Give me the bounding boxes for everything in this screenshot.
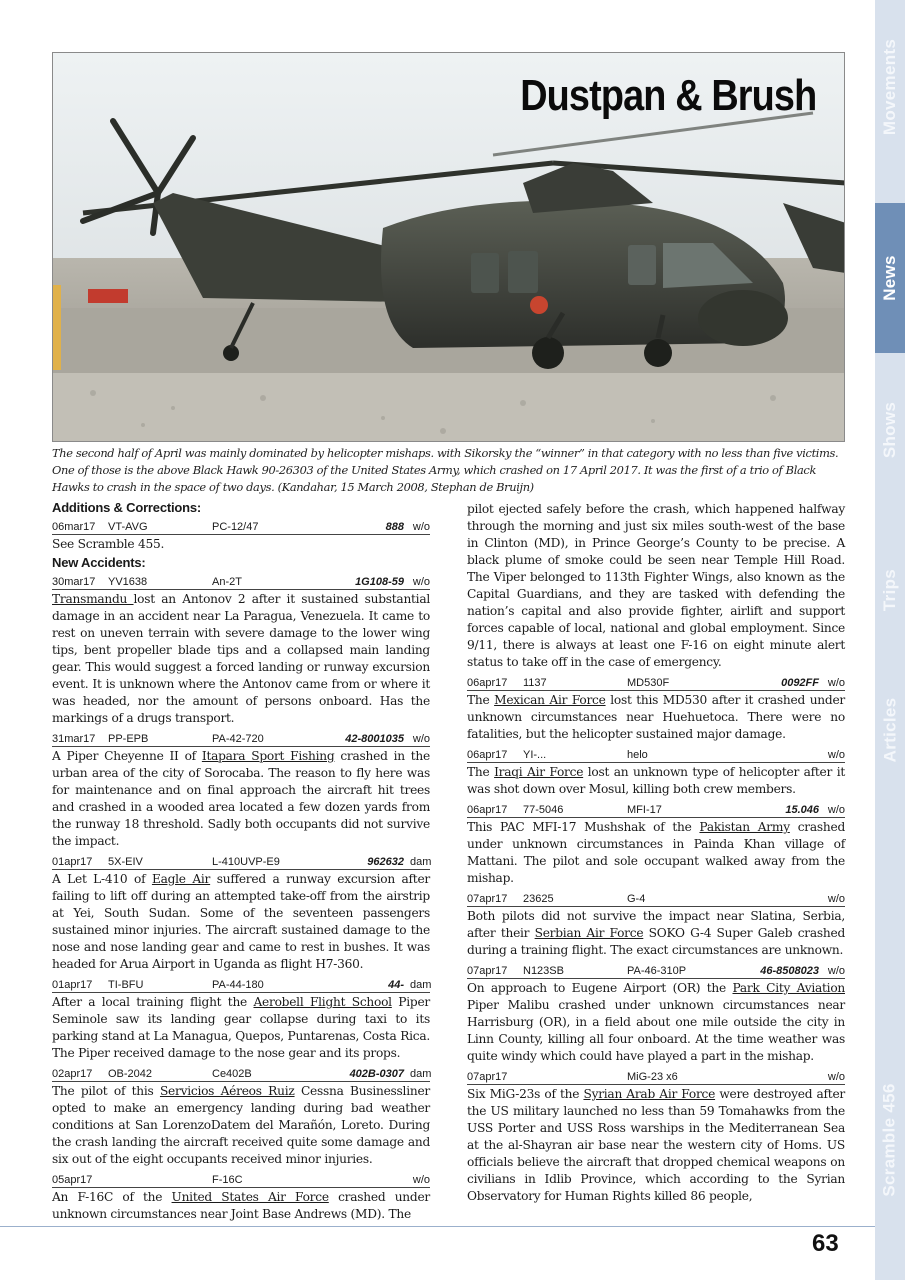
entry-header [467, 962, 845, 979]
entry-aircraft-type: PA-42-720 [212, 733, 264, 745]
entry-header [52, 853, 430, 870]
accident-entry [467, 674, 845, 743]
tab-label: Trips [880, 568, 899, 612]
entry-fate: w/o [412, 521, 430, 533]
entry-aircraft-type: G-4 [627, 893, 646, 905]
entry-text [467, 908, 845, 959]
text-run: suffered a runway excursion after failing to lift off during an attempted take-off from the airstrip at Yei, South Sudan. Some of the seventeen passengers sustained minor injuries. The aircraft sustained damage to the nose and nose landing gear and came to rest in bushes. It was headed for Arua Airport in Uganda as flight H7-360. [52, 872, 430, 971]
text-run: On approach to Eugene Airport (OR) the [467, 981, 733, 995]
operator-name: Eagle Air [151, 872, 211, 886]
entry-header [52, 518, 430, 535]
text-run: were destroyed after the US military launched no less than 59 Tomahawks from the USS Porter and USS Ross warships in the Mediterranean Sea at the al-Shayran air base near the western city of Homs. US officials believe the aircraft that dropped chemical weapons on civilians in Idlib Province, which according to the Syrian Observatory for Human Rights killed 86 people, [467, 1087, 845, 1203]
entry-aircraft-type: Ce402B [212, 1068, 252, 1080]
entry-aircraft-type: MD530F [627, 677, 670, 689]
entry-date: 07apr17 [467, 893, 508, 905]
entry-date: 30mar17 [52, 576, 96, 588]
entry-fate: w/o [827, 804, 845, 816]
entry-construction-number: 888 [385, 521, 404, 533]
entry-construction-number: 42-8001035 [345, 733, 404, 745]
tab-trips[interactable] [875, 515, 905, 665]
operator-name: Syrian Arab Air Force [583, 1087, 716, 1101]
entry-text [52, 871, 430, 973]
entry-registration: 77-5046 [523, 804, 564, 816]
operator-name: Iraqi Air Force [494, 765, 584, 779]
footer-rule [0, 1226, 875, 1227]
entry-date: 01apr17 [52, 856, 93, 868]
text-run: Six MiG-23s of the [467, 1087, 584, 1101]
entry-fate: w/o [412, 733, 430, 745]
section-heading-corrections: Additions & Corrections: [52, 500, 202, 515]
tab-movements[interactable] [875, 12, 905, 162]
entry-aircraft-type: MFI-17 [627, 804, 662, 816]
entry-date: 06apr17 [467, 677, 508, 689]
accident-entry [52, 573, 430, 727]
entry-date: 06apr17 [467, 749, 508, 761]
section-heading-new-accidents: New Accidents: [52, 555, 146, 570]
text-run: The [467, 765, 495, 779]
text-run: A Piper Cheyenne II of [52, 749, 202, 763]
entry-text [467, 1086, 845, 1205]
page-title: Dustpan & Brush [519, 71, 816, 120]
accident-entry [467, 1068, 845, 1205]
accident-entry [467, 746, 845, 798]
continued-text: pilot ejected safely before the crash, which happened halfway through the morning and just six miles south-west of the base in Clinton (MD), in Prince George’s County to be precise. A black plume of smoke could be seen near Temple Hill Road. The Viper belonged to 113th Fighter Wings, also known as the Capital Guardians, and they are tasked with defending the nation’s capital and also provide fighter, airlift and support forces capable of local, national and global employment. Since 9/11, there is always at least one F-16 on eight minute alert status to take off in the case of emergency. [467, 502, 845, 669]
accident-entry [52, 1065, 430, 1168]
entry-text [467, 692, 845, 743]
entry-registration: 5X-EIV [108, 856, 143, 868]
entry-fate: dam [410, 856, 432, 868]
entry-date: 06mar17 [52, 521, 96, 533]
entry-aircraft-type: PA-44-180 [212, 979, 264, 991]
entry-date: 01apr17 [52, 979, 93, 991]
text-run: SOKO G-4 Super Galeb crashed during a training flight. The exact circumstances are unknown. [467, 926, 845, 957]
tab-articles[interactable] [875, 655, 905, 805]
corrections-list [52, 518, 430, 553]
operator-name: Serbian Air Force [534, 926, 644, 940]
entry-registration: PP-EPB [108, 733, 149, 745]
operator-name: Aerobell Flight School [253, 995, 392, 1009]
entry-text [52, 536, 430, 553]
entry-fate: w/o [412, 1174, 430, 1186]
entry-registration: N123SB [523, 965, 564, 977]
entry-date: 02apr17 [52, 1068, 93, 1080]
entry-header [467, 801, 845, 818]
entry-date: 06apr17 [467, 804, 508, 816]
text-run: Cessna Businessliner opted to make an emergency landing during bad weather conditions at San LorenzoDatem del Marañón, Loreto. During the crash landing the aircraft received quite some damage and six out of the eight occupants received minor injuries. [52, 1084, 430, 1166]
accident-entry [52, 730, 430, 850]
entry-header [467, 746, 845, 763]
entry-text [52, 994, 430, 1062]
entry-text [467, 980, 845, 1065]
entry-construction-number: 1G108-59 [355, 576, 404, 588]
text-run: crashed in the urban area of the city of Sorocaba. The reason to fly here was for maintenance and on final approach the aircraft hit trees and crashed in a wooded area located a few dozen yards from the runway 18 threshold. Sadly both occupants did not survive the impact. [52, 749, 430, 848]
text-run: After a local training flight the [52, 995, 254, 1009]
operator-name: Servicios Aéreos Ruiz [159, 1084, 295, 1098]
entry-text [467, 819, 845, 887]
text-run: Both pilots did not survive the impact near Slatina, Serbia, after their [467, 909, 845, 940]
operator-name: Pakistan Army [699, 820, 790, 834]
helicopter-photo [52, 52, 845, 442]
operator-name: Mexican Air Force [494, 693, 606, 707]
entry-fate: w/o [827, 677, 845, 689]
entry-registration: 23625 [523, 893, 554, 905]
accident-entry [52, 853, 430, 973]
operator-name: Itapara Sport Fishing [201, 749, 335, 763]
entry-header [467, 674, 845, 691]
tab-label: News [880, 255, 900, 301]
text-run: lost an unknown type of helicopter after it was shot down over Mosul, killing both crew members. [467, 765, 845, 796]
text-run: lost an Antonov 2 after it sustained substantial damage in an accident near La Paragua, Venezuela. It came to rest on uneven terrain with severe damage to the lower wing tips, bent propeller blade tips and a collapsed main landing gear. This would suggest a forced landing or runway excursion event. It is unknown where the Antonov came from or where it was headed, nor the amount of persons onboard. Has the markings of a drugs transport. [52, 592, 430, 725]
entry-aircraft-type: F-16C [212, 1174, 243, 1186]
accident-entry [52, 1171, 430, 1223]
tab-shows[interactable] [875, 355, 905, 505]
entry-aircraft-type: helo [627, 749, 648, 761]
entry-construction-number: 0092FF [781, 677, 819, 689]
entry-construction-number: 402B-0307 [349, 1068, 404, 1080]
accident-entry [467, 801, 845, 887]
text-run: Piper Malibu crashed under unknown circumstances near Harrisburg (OR), in a field about one mile outside the city in Linn County, killing all four onboard. At the time weather was quite windy which could have played a part in the mishap. [467, 998, 845, 1063]
entry-registration: OB-2042 [108, 1068, 153, 1080]
left-column [52, 498, 430, 1225]
section-tab-strip [875, 0, 905, 1280]
tab-label: Articles [880, 697, 900, 763]
entry-date: 07apr17 [467, 965, 508, 977]
entry-header [52, 976, 430, 993]
entry-aircraft-type: An-2T [212, 576, 242, 588]
entry-header [52, 573, 430, 590]
entry-construction-number: 962632 [367, 856, 404, 868]
entry-aircraft-type: PC-12/47 [212, 521, 259, 533]
entry-fate: w/o [412, 576, 430, 588]
entry-registration: 1137 [523, 677, 547, 689]
right-column [467, 500, 845, 1207]
text-run: lost this MD530 after it crashed under unknown circumstances near Huehuetoca. There were no fatalities, but the helicopter sustained major damage. [467, 693, 845, 741]
entry-date: 31mar17 [52, 733, 96, 745]
entry-construction-number: 44- [388, 979, 404, 991]
accident-entry [52, 976, 430, 1062]
tab-label: Shows [880, 401, 900, 459]
accident-entry [467, 962, 845, 1065]
entry-fate: w/o [827, 965, 845, 977]
entry-header [52, 730, 430, 747]
entry-header [467, 890, 845, 907]
entry-aircraft-type: MiG-23 x6 [627, 1071, 678, 1083]
entry-registration: TI-BFU [108, 979, 144, 991]
entry-fate: dam [410, 1068, 432, 1080]
entry-aircraft-type: PA-46-310P [627, 965, 687, 977]
page-number: 63 [812, 1230, 839, 1257]
tab-label: Movements [880, 38, 900, 136]
accident-list-right [467, 674, 845, 1205]
entry-construction-number: 46-8508023 [760, 965, 819, 977]
text-run: A Let L-410 of [52, 872, 152, 886]
entry-construction-number: 15.046 [785, 804, 819, 816]
entry-registration: VT-AVG [108, 521, 148, 533]
text-run: crashed under unknown circumstances in Painda Khan village of Mattani. The pilot and sole occupant walked away from the mishap. [467, 820, 845, 885]
entry-date: 07apr17 [467, 1071, 508, 1083]
entry-text [52, 1083, 430, 1168]
entry-header [52, 1065, 430, 1082]
text-run: An F-16C of the [52, 1190, 172, 1204]
text-run: crashed under unknown circumstances near Joint Base Andrews (MD). The [52, 1190, 430, 1221]
text-run: The [467, 693, 495, 707]
accident-list-left [52, 573, 430, 1223]
accident-entry [52, 518, 430, 553]
text-run: This PAC MFI-17 Mushshak of the [467, 820, 700, 834]
entry-text [467, 764, 845, 798]
entry-registration: YV1638 [108, 576, 148, 588]
entry-fate: w/o [827, 893, 845, 905]
entry-date: 05apr17 [52, 1174, 93, 1186]
entry-fate: w/o [827, 1071, 845, 1083]
operator-name: United States Air Force [171, 1190, 329, 1204]
text-run: See Scramble 455. [52, 537, 165, 551]
entry-fate: w/o [827, 749, 845, 761]
operator-name: Transmandu [52, 592, 134, 606]
operator-name: Park City Aviation [732, 981, 845, 995]
entry-text [52, 748, 430, 850]
entry-text [52, 1189, 430, 1223]
tab-news[interactable] [875, 203, 905, 353]
photo-caption: The second half of April was mainly dominated by helicopter mishaps. with Sikorsky the “winner” in that category with no less than five victims. One of those is the above Black Hawk 90-26303 of the United States Army, which crashed on 17 April 2017. It was the first of a trio of Black Hawks to crash in the space of two days. (Kandahar, 15 March 2008, Stephan de Bruijn) [52, 446, 839, 494]
entry-header [467, 1068, 845, 1085]
accident-entry [467, 890, 845, 959]
text-run: The pilot of this [52, 1084, 160, 1098]
text-run: Piper Seminole saw its landing gear collapse during taxi to its parking stand at La Managua, Quepos, Puntarenas, Costa Rica. The Piper received damage to the nose gear and its props. [52, 995, 430, 1060]
entry-header [52, 1171, 430, 1188]
entry-aircraft-type: L-410UVP-E9 [212, 856, 280, 868]
tab-scramble-issue[interactable] [875, 1065, 905, 1215]
entry-fate: dam [410, 979, 432, 991]
entry-registration: YI-... [523, 749, 547, 761]
entry-text [52, 591, 430, 727]
tab-label: Scramble 456 [880, 1083, 900, 1197]
